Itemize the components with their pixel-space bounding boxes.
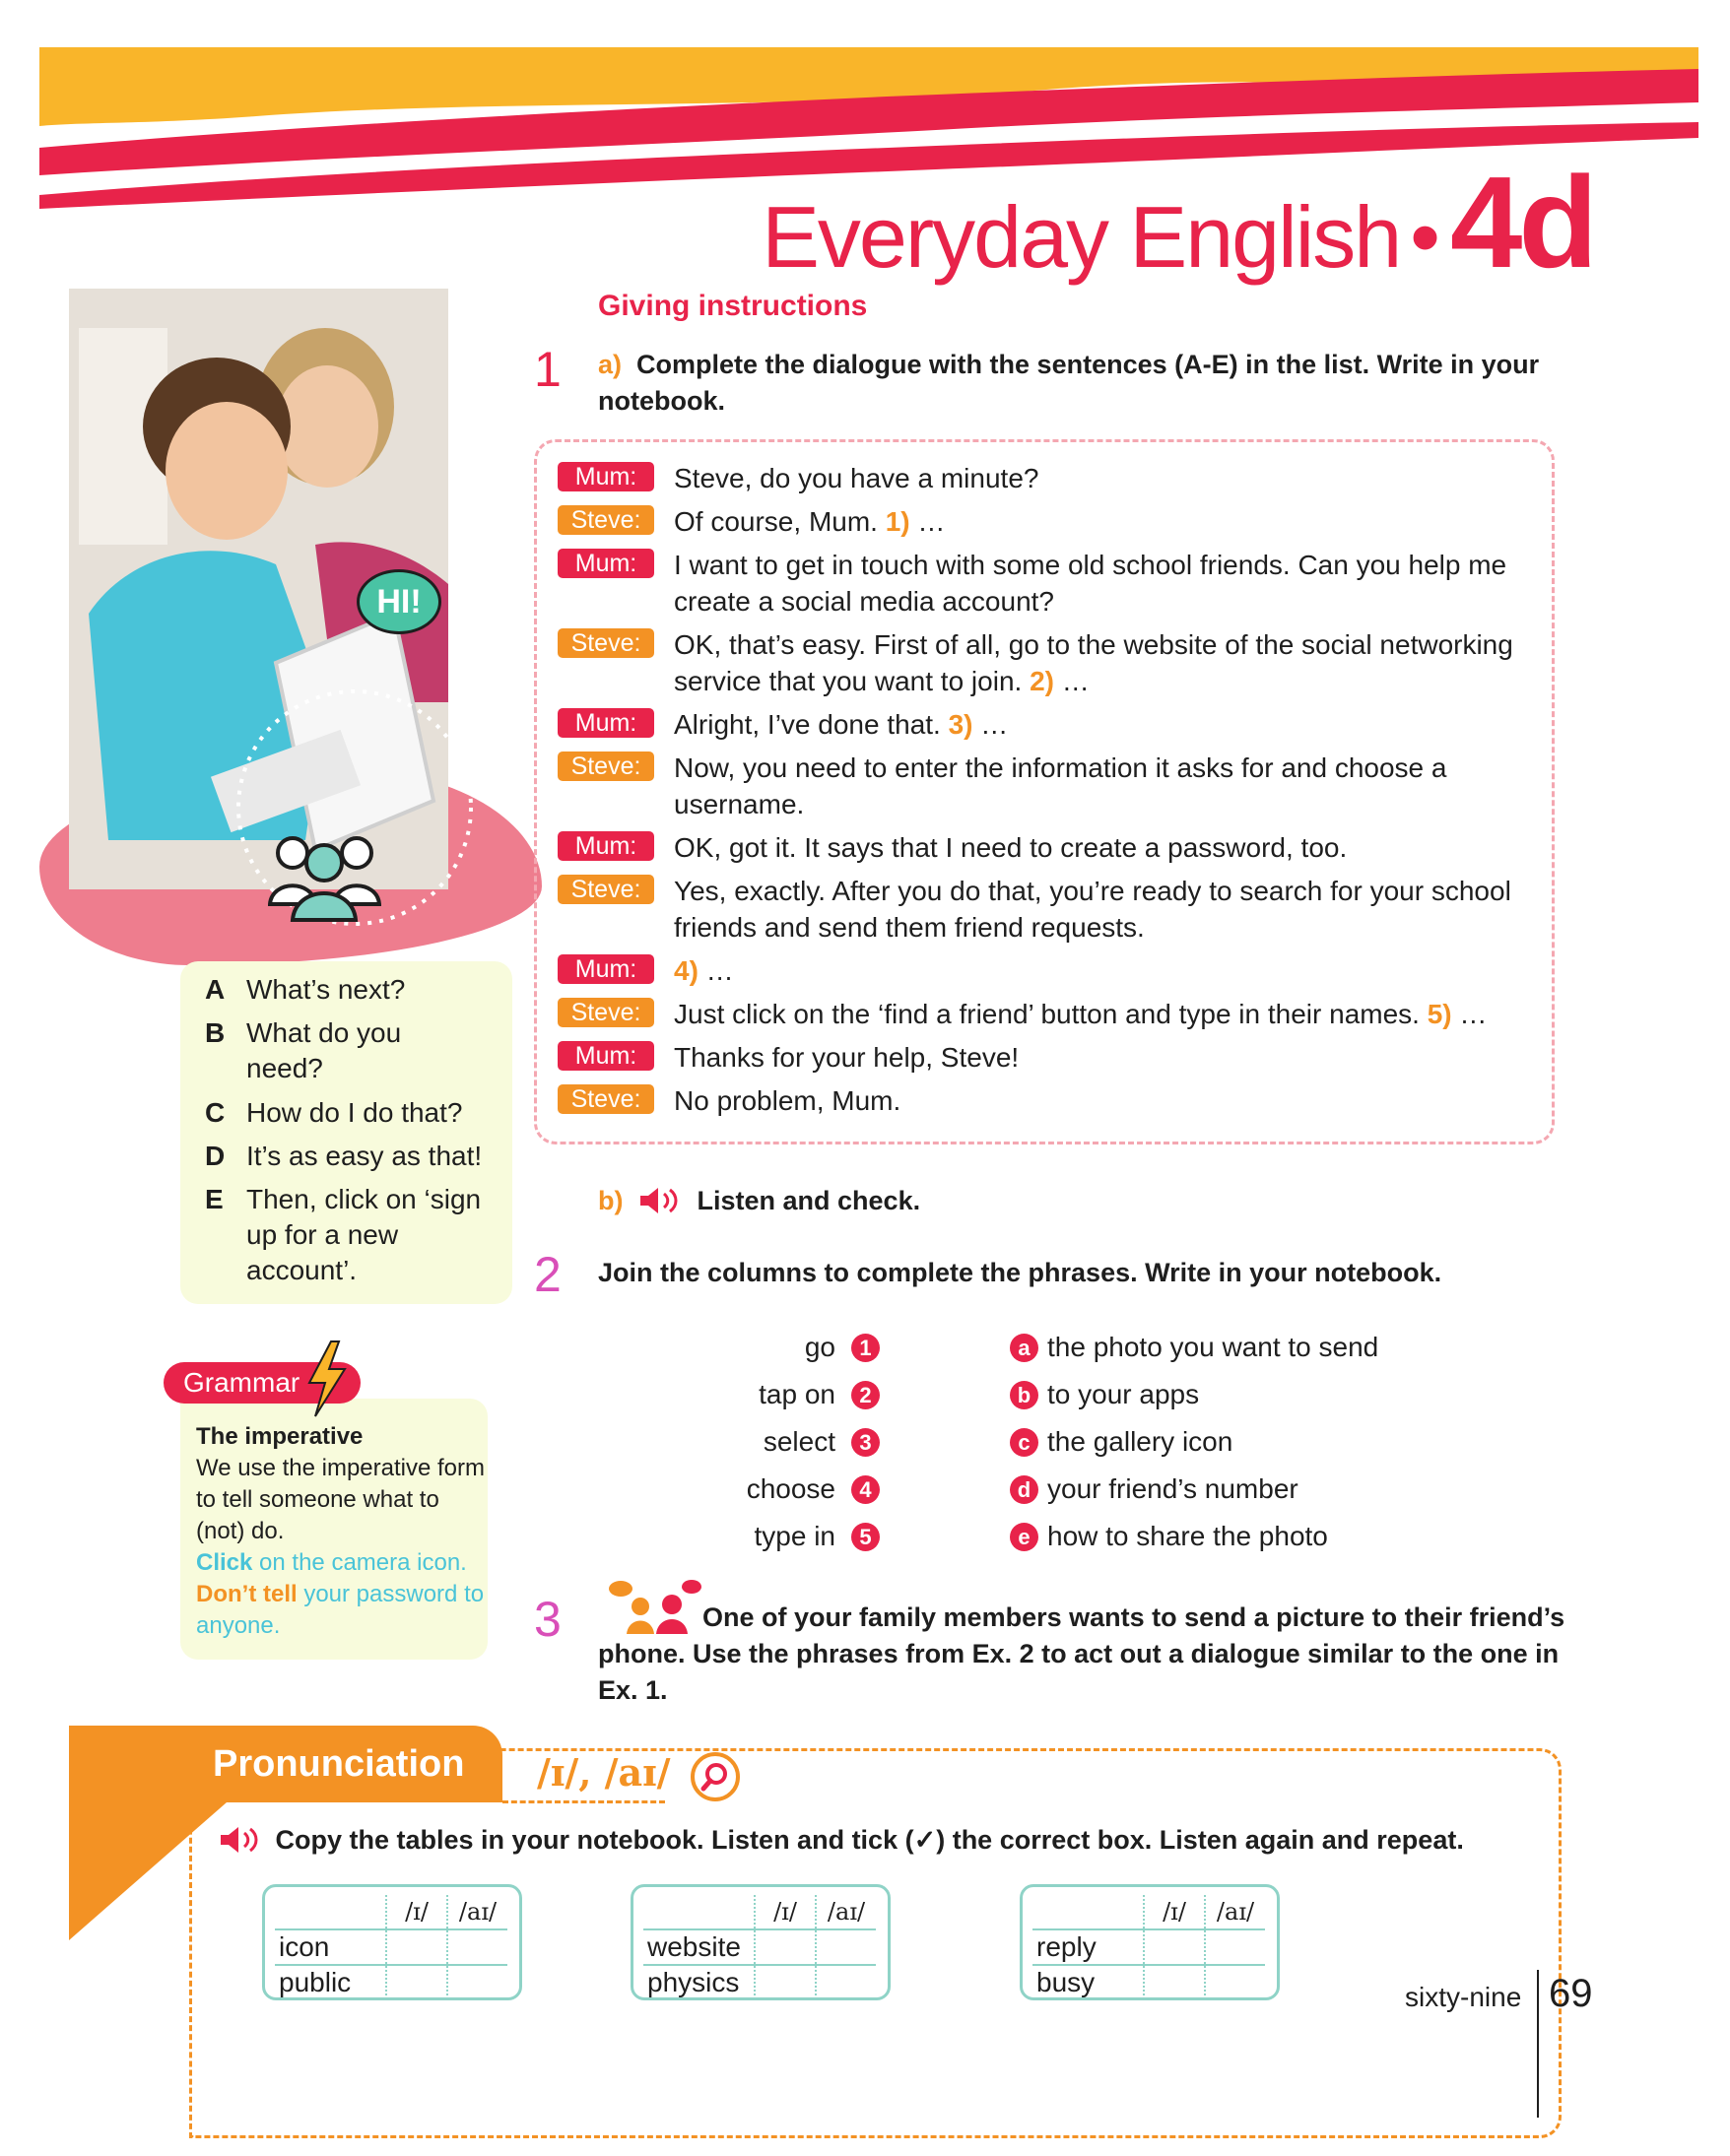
word-cell: busy [1036,1967,1096,1997]
line-text: Alright, I’ve done that. [674,709,941,740]
phrase-verb: choose [746,1473,835,1504]
phrase-object: the photo you want to send [1047,1332,1379,1362]
dialogue-line [558,750,1523,822]
option-letter: C [205,1097,226,1128]
tick-box[interactable] [447,1965,507,1999]
speaker-label: Steve: [558,998,654,1027]
speaker-label: Mum: [558,1041,654,1071]
word-cell: icon [275,1929,386,1965]
page-number-divider [1537,1970,1539,2118]
exercise-1a-instruction [598,347,1544,420]
dialogue-text [674,750,1523,822]
option-letter: E [205,1184,224,1214]
line-text: Yes, exactly. After you do that, you’re ready to search for your school friends and send them friend requests. [674,876,1511,943]
option-text: It’s as easy as that! [246,1141,483,1171]
page-title [762,150,1594,294]
dialogue-text [674,829,1523,866]
pronunciation-table [262,1884,522,2000]
title-text: Everyday English [762,188,1401,286]
phrase-verb: select [763,1426,835,1457]
gap-dots: … [1053,666,1090,696]
number-badge: 4 [851,1475,880,1504]
exercise-3-text: One of your family members wants to send a picture to their friend’s phone. Use the phrases from Ex. 2 to act out a dialogue similar to the one in Ex. 1. [598,1602,1565,1705]
section-title: Giving instructions [598,290,868,322]
speaker-label: Mum: [558,708,654,738]
pronunciation-text: Copy the tables in your notebook. Listen and tick (✓) the correct box. Listen again and repeat. [275,1825,1464,1855]
dialogue-line [558,706,1523,743]
dialogue-line [558,996,1523,1032]
pronunciation-sounds: /ɪ/, /aɪ/ [537,1750,671,1795]
tick-box[interactable] [1144,1929,1205,1965]
dialogue-line [558,460,1523,496]
line-text: OK, got it. It says that I need to create a password, too. [674,832,1348,863]
dialogue-line [558,547,1523,620]
exercise-2-instruction: Join the columns to complete the phrases. Write in your notebook. [598,1258,1442,1287]
column-header: /aɪ/ [447,1895,507,1929]
dialogue-text [674,996,1523,1032]
word-cell: public [279,1967,352,1997]
tick-box[interactable] [755,1929,816,1965]
exercise-3-instruction [598,1600,1568,1709]
pronunciation-table [631,1884,891,2000]
phrase-object: to your apps [1047,1379,1200,1409]
grammar-example-1 [196,1547,492,1642]
line-text: Now, you need to enter the information it asks for and choose a username. [674,752,1447,819]
gap-dots: … [972,709,1009,740]
number-badge: 2 [851,1381,880,1409]
title-separator: • [1410,188,1440,286]
dialogue-text [674,1039,1523,1076]
tick-box[interactable] [1205,1965,1265,1999]
dialogue-line [558,952,1523,989]
grammar-tab-label: Grammar [183,1367,300,1398]
speaker-label: Mum: [558,549,654,578]
lightning-icon [301,1339,351,1418]
number-badge: 1 [851,1334,880,1362]
letter-badge: c [1010,1428,1038,1457]
exercise-1a-label: a) [598,350,623,379]
magnifier-icon [690,1751,745,1806]
number-badge: 3 [851,1428,880,1457]
tick-box[interactable] [816,1929,876,1965]
exercise-1b-instruction [598,1183,920,1219]
phrase-verb: type in [754,1521,835,1551]
example-verb: Click [196,1549,253,1576]
example-rest: your password to anyone. [196,1581,485,1639]
line-text: OK, that’s easy. First of all, go to the website of the social networking service that you want to join. [674,629,1513,696]
tick-box[interactable] [816,1965,876,1999]
audio-speaker-icon[interactable] [638,1186,684,1215]
pronunciation-underline [502,1800,665,1803]
phrase-object: how to share the photo [1047,1521,1328,1551]
tick-box[interactable] [447,1929,507,1965]
exercise-2-number: 2 [534,1247,562,1302]
letter-badge: a [1010,1334,1038,1362]
option-text: What do you need? [246,1017,402,1083]
option-text: How do I do that? [246,1097,463,1128]
speaker-label: Mum: [558,954,654,984]
dialogue-text [674,503,1523,540]
line-text: Just click on the ‘find a friend’ button and type in their names. [674,999,1420,1029]
letter-badge: b [1010,1381,1038,1409]
column-header: /aɪ/ [1205,1895,1265,1929]
exercise-3-number: 3 [534,1592,562,1647]
column-header: /ɪ/ [1144,1895,1205,1929]
phrase-object: the gallery icon [1047,1426,1233,1457]
gap-marker: 1) [885,506,910,537]
pronunciation-instruction [219,1822,1568,1859]
option-letter: B [205,1017,226,1048]
speaker-label: Steve: [558,1084,654,1114]
exercise-1-number: 1 [534,342,562,397]
speaker-label: Steve: [558,628,654,658]
gap-dots: … [909,506,946,537]
grammar-body: We use the imperative form to tell someone what to (not) do. [196,1455,486,1544]
speaker-label: Mum: [558,831,654,861]
dialogue-text [674,706,1523,743]
speaker-label: Steve: [558,751,654,781]
speaker-label: Mum: [558,462,654,491]
exercise-1b-text: Listen and check. [697,1186,921,1215]
dialogue-text [674,952,1523,989]
phrase-verb: go [804,1332,835,1362]
example-rest: on the camera icon. [252,1549,467,1576]
gap-marker: 5) [1427,999,1452,1029]
line-text: Steve, do you have a minute? [674,463,1039,493]
speaker-label: Steve: [558,875,654,904]
option-text: What’s next? [246,974,406,1005]
dialogue-line [558,873,1523,946]
line-text: I want to get in touch with some old school friends. Can you help me create a social media account? [674,550,1507,617]
tick-box[interactable] [1144,1965,1205,1999]
speech-bubble-text: HI! [376,583,422,621]
line-text: Of course, Mum. [674,506,878,537]
column-header: /ɪ/ [386,1895,447,1929]
phrase-object: your friend’s number [1047,1473,1298,1504]
page-number-word: sixty-nine [1405,1982,1522,2012]
column-header: /ɪ/ [755,1895,816,1929]
dialogue-text [674,626,1523,699]
line-text: No problem, Mum. [674,1085,901,1116]
number-badge: 5 [851,1523,880,1551]
word-cell: website [643,1929,755,1965]
tick-box[interactable] [386,1965,447,1999]
option-letter: A [205,974,226,1005]
audio-speaker-icon[interactable] [219,1825,264,1855]
gap-dots: … [1451,999,1488,1029]
dialogue-text [674,1082,1523,1119]
exercise-1a-text: Complete the dialogue with the sentences (A-E) in the list. Write in your notebook. [598,350,1540,416]
tick-box[interactable] [755,1965,816,1999]
tick-box[interactable] [386,1929,447,1965]
example-verb: Don’t tell [196,1581,298,1607]
dialogue-line [558,503,1523,540]
tick-box[interactable] [1205,1929,1265,1965]
gap-marker: 2) [1030,666,1054,696]
pronunciation-tab-label: Pronunciation [213,1743,465,1785]
group-users-icon [268,825,381,924]
dialogue-text [674,873,1523,946]
dialogue-line [558,829,1523,866]
speaker-label: Steve: [558,505,654,535]
page-number: 69 [1549,1972,1593,2015]
dialogue-line [558,1082,1523,1119]
pronunciation-tab [69,1726,502,1802]
grammar-heading: The imperative [196,1423,364,1450]
line-text: Thanks for your help, Steve! [674,1042,1020,1073]
gap-marker: 3) [948,709,973,740]
gap-dots: … [698,955,734,986]
letter-badge: e [1010,1523,1038,1551]
phrase-verb: tap on [759,1379,835,1409]
dialogue-text [674,460,1523,496]
pronunciation-tab-fold [69,1802,227,1940]
option-letter: D [205,1141,226,1171]
dialogue-line [558,626,1523,699]
pronunciation-table [1020,1884,1280,2000]
word-cell: reply [1032,1929,1144,1965]
option-text: Then, click on ‘sign up for a new account’. [246,1184,482,1285]
letter-badge: d [1010,1475,1038,1504]
dialogue-line [558,1039,1523,1076]
unit-code: 4d [1449,150,1594,294]
word-cell: physics [647,1967,740,1997]
column-header: /aɪ/ [816,1895,876,1929]
exercise-1b-label: b) [598,1186,624,1215]
gap-marker: 4) [674,955,699,986]
dialogue-text [674,547,1523,620]
